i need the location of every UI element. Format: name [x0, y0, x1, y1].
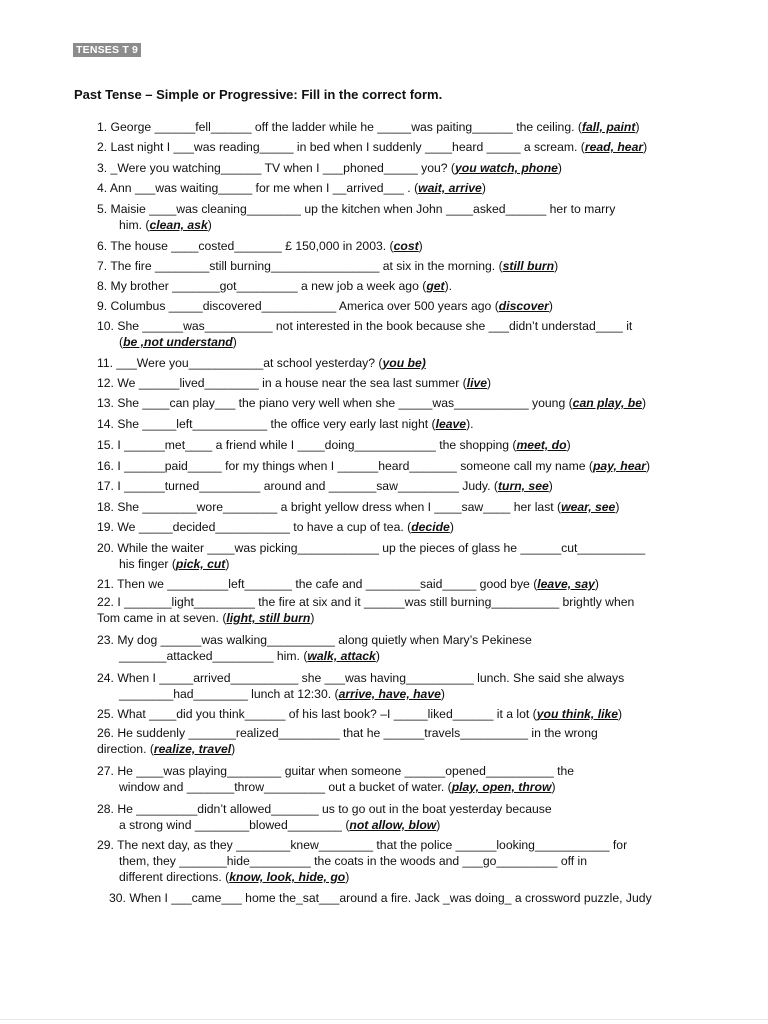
exercise-item: 23. My dog ______was walking__________ along quietly when Mary’s Pekinese _______attacked_________ him. (walk, attack) — [97, 633, 532, 663]
worksheet-tag: TENSES T 9 — [73, 43, 141, 57]
exercise-item: 30. When I ___came___ home the_sat___around a fire. Jack _was doing_ a crossword puzzle, Judy — [109, 891, 652, 905]
page-bottom-edge — [0, 1019, 768, 1020]
exercise-item: 24. When I _____arrived__________ she ___was having__________ lunch. She said she always ________had________ lunch at 12:30. (arrive, have, have) — [97, 671, 625, 701]
exercise-item: 17. I ______turned_________ around and _______saw_________ Judy. (turn, see) — [97, 479, 553, 493]
exercise-item: 13. She ____can play___ the piano very well when she _____was___________ young (can play, be) — [97, 396, 647, 410]
exercise-item: 9. Columbus _____discovered___________ America over 500 years ago (discover) — [97, 299, 553, 313]
exercise-item: 11. ___Were you___________at school yesterday? (you be) — [97, 356, 426, 370]
exercise-item: 26. He suddenly _______realized_________ that he ______travels__________ in the wrong direction. (realize, travel) — [97, 726, 598, 756]
exercise-item: 28. He _________didn’t allowed_______ us to go out in the boat yesterday because a strong wind ________blowed________ (not allow, blow) — [97, 802, 552, 832]
exercise-item: 25. What ____did you think______ of his last book? –I _____liked______ it a lot (you think, like) — [97, 707, 623, 721]
exercise-item: 19. We _____decided___________ to have a cup of tea. (decide) — [97, 520, 454, 534]
exercise-item: 29. The next day, as they ________knew________ that the police ______looking___________ for them, they _______hide_________ the coats in the woods and ___go_________ off in different directions. (know, look, hide, go) — [97, 838, 628, 884]
exercise-item: 7. The fire ________still burning________________ at six in the morning. (still burn) — [97, 259, 559, 273]
exercise-item: 22. I _______light_________ the fire at six and it ______was still burning__________ brightly when Tom came in at seven. (light, still burn) — [97, 595, 635, 625]
exercise-item: 15. I ______met____ a friend while I ____doing____________ the shopping (meet, do) — [97, 438, 571, 452]
exercise-item: 20. While the waiter ____was picking____________ up the pieces of glass he ______cut__________ his finger (pick, cut) — [97, 541, 646, 571]
exercise-item: 27. He ____was playing________ guitar when someone ______opened__________ the window and _______throw_________ out a bucket of water. (play, open, throw) — [97, 764, 575, 794]
exercise-item: 4. Ann ___was waiting_____ for me when I __arrived___ . (wait, arrive) — [97, 181, 486, 195]
exercise-item: 12. We ______lived________ in a house near the sea last summer (live) — [97, 376, 492, 390]
worksheet-title: Past Tense – Simple or Progressive: Fill in the correct form. — [74, 87, 443, 102]
exercise-item: 1. George ______fell______ off the ladder while he _____was paiting______ the ceiling. (fall, paint) — [97, 120, 640, 134]
exercise-item: 6. The house ____costed_______ £ 150,000 in 2003. (cost) — [97, 239, 423, 253]
exercise-item: 10. She ______was__________ not interested in the book because she ___didn’t understad____ it (be ,not understand) — [97, 319, 633, 349]
exercise-item: 5. Maisie ____was cleaning________ up the kitchen when John ____asked______ her to marry him. (clean, ask) — [97, 202, 616, 232]
exercise-item: 2. Last night I ___was reading_____ in bed when I suddenly ____heard _____ a scream. (read, hear) — [97, 140, 648, 154]
exercise-item: 16. I ______paid_____ for my things when I ______heard_______ someone call my name (pay, hear) — [97, 459, 651, 473]
exercise-item: 21. Then we _________left_______ the cafe and ________said_____ good bye (leave, say) — [97, 577, 599, 591]
exercise-item: 18. She ________wore________ a bright yellow dress when I ____saw____ her last (wear, see) — [97, 500, 620, 514]
exercise-item: 3. _Were you watching______ TV when I ___phoned_____ you? (you watch, phone) — [97, 161, 562, 175]
exercise-item: 8. My brother _______got_________ a new job a week ago (get). — [97, 279, 453, 293]
exercise-item: 14. She _____left___________ the office very early last night (leave). — [97, 417, 474, 431]
